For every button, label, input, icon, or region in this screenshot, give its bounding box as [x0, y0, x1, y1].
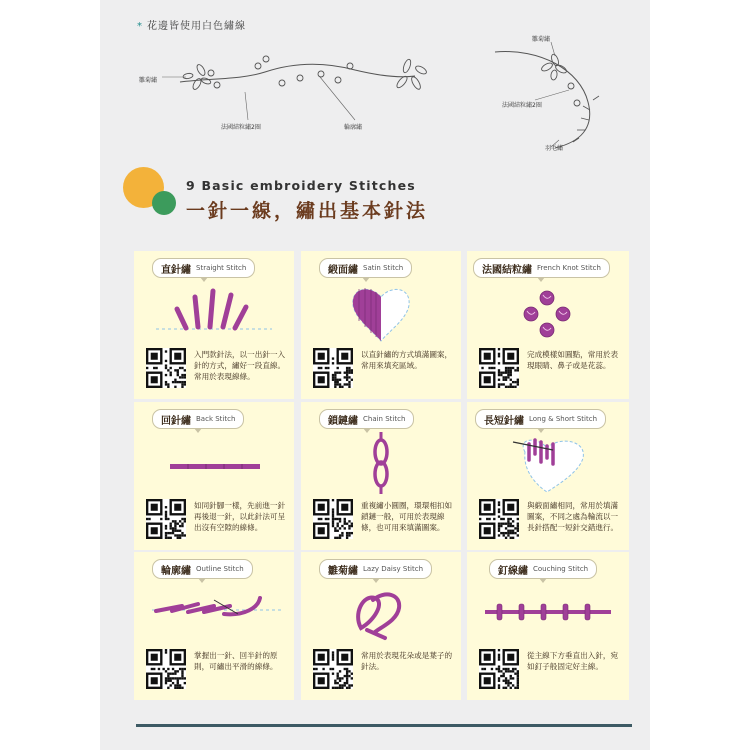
stitch-description: 以直針繡的方式填滿圖案，常用來填充區域。 — [361, 350, 453, 370]
label-lazy-daisy-right: 雛菊繡 — [532, 36, 551, 43]
stitch-name-tag — [475, 409, 606, 429]
stitch-description: 與緞面繡相同，常用於填滿圖案，不同之處為輪流以一長針搭配一短針交錯進行。 — [527, 501, 619, 532]
label-french-knot-right: 法國結粒繡2圈 — [502, 102, 542, 109]
stitch-name-en: Outline Stitch — [196, 565, 244, 573]
stitch-name-zh: 雛菊繡 — [328, 565, 358, 577]
footer-rule — [136, 724, 632, 727]
stitch-description: 掌握出一針、回半針的原則，可繡出平滑的線條。 — [194, 651, 278, 671]
stitch-name-tag — [319, 258, 412, 278]
satin-stitch-illustration — [301, 279, 461, 343]
qr-code[interactable] — [479, 649, 519, 689]
stitch-card-outline — [134, 552, 294, 700]
stitch-name-zh: 釘線繡 — [498, 565, 528, 577]
stitch-name-en: French Knot Stitch — [537, 264, 601, 272]
french-knot-illustration — [467, 279, 627, 343]
stitch-name-tag — [319, 559, 432, 579]
stitch-description: 如同針腳一樣，先前進一針再後退一針，以此針法可呈出沒有空隙的線條。 — [194, 501, 286, 532]
stitch-name-zh: 鎖鏈繡 — [328, 415, 358, 427]
label-french-knot-left: 法國結粒繡2圈 — [221, 124, 261, 131]
stitch-name-tag — [489, 559, 597, 579]
straight-stitch-illustration — [134, 279, 294, 343]
stitch-card-satin — [301, 251, 461, 399]
stitch-name-en: Chain Stitch — [363, 415, 406, 423]
chain-stitch-illustration — [301, 430, 461, 494]
stitch-description: 從主線下方垂直出入針，宛如釘子般固定好主線。 — [527, 651, 619, 671]
qr-code[interactable] — [479, 499, 519, 539]
stitch-name-en: Long & Short Stitch — [529, 415, 598, 423]
stitch-card-chain — [301, 402, 461, 550]
stitch-name-tag — [152, 258, 255, 278]
stitch-name-zh: 緞面繡 — [328, 264, 358, 276]
stitch-description: 常用於表現花朵或是葉子的針法。 — [361, 651, 453, 671]
stitch-name-zh: 長短針繡 — [484, 415, 524, 427]
vine-sample-left — [140, 40, 430, 135]
stitch-name-zh: 法國結粒繡 — [482, 264, 532, 276]
tip-text: 花邊皆使用白色繡線 — [147, 21, 246, 32]
stitch-name-en: Satin Stitch — [363, 264, 404, 272]
stitch-card-couching — [467, 552, 629, 700]
stitch-card-back — [134, 402, 294, 550]
stitch-card-straight — [134, 251, 294, 399]
outline-stitch-illustration — [134, 580, 294, 644]
stitch-name-en: Couching Stitch — [533, 565, 589, 573]
qr-code[interactable] — [146, 348, 186, 388]
stitch-description: 入門款針法，以一出針一入針的方式，繡好一段直線。常用於表現線條。 — [194, 350, 286, 381]
qr-code[interactable] — [313, 348, 353, 388]
label-feather-right: 羽毛繡 — [545, 145, 564, 152]
stitch-name-en: Lazy Daisy Stitch — [363, 565, 424, 573]
stitch-name-zh: 直針繡 — [161, 264, 191, 276]
qr-code[interactable] — [313, 499, 353, 539]
stitch-name-tag — [152, 409, 244, 429]
heading-english: 9 Basic embroidery Stitches — [186, 178, 416, 193]
stitch-card-french-knot — [467, 251, 629, 399]
stitch-card-lazy-daisy — [301, 552, 461, 700]
stitch-name-tag — [319, 409, 414, 429]
stitch-name-tag — [473, 258, 610, 278]
stitch-card-long-short — [467, 402, 629, 550]
stitch-name-tag — [152, 559, 253, 579]
long-short-stitch-illustration — [467, 430, 627, 494]
qr-code[interactable] — [146, 649, 186, 689]
stitch-name-zh: 輪廓繡 — [161, 565, 191, 577]
label-lazy-daisy-left: 雛菊繡 — [139, 77, 158, 84]
back-stitch-illustration — [134, 430, 294, 494]
stitch-description: 重複繡小圓圈，環環相扣如鎖鏈一般，可用於表現線條，也可用來填滿圖案。 — [361, 501, 453, 532]
tip-note — [137, 17, 246, 32]
vine-sample-right — [485, 30, 615, 155]
heading-chinese: 一針一線，繡出基本針法 — [186, 200, 429, 222]
lazy-daisy-illustration — [301, 580, 461, 644]
stitch-name-en: Straight Stitch — [196, 264, 247, 272]
stitch-name-zh: 回針繡 — [161, 415, 191, 427]
couching-stitch-illustration — [467, 580, 627, 644]
qr-code[interactable] — [479, 348, 519, 388]
star-mark: * — [137, 21, 143, 32]
stitch-name-en: Back Stitch — [196, 415, 236, 423]
green-dot — [152, 191, 176, 215]
qr-code[interactable] — [146, 499, 186, 539]
stitch-description: 完成模樣如圓點，常用於表現眼睛、鼻子或是花蕊。 — [527, 350, 619, 370]
qr-code[interactable] — [313, 649, 353, 689]
label-outline-left: 輪廓繡 — [344, 124, 363, 131]
